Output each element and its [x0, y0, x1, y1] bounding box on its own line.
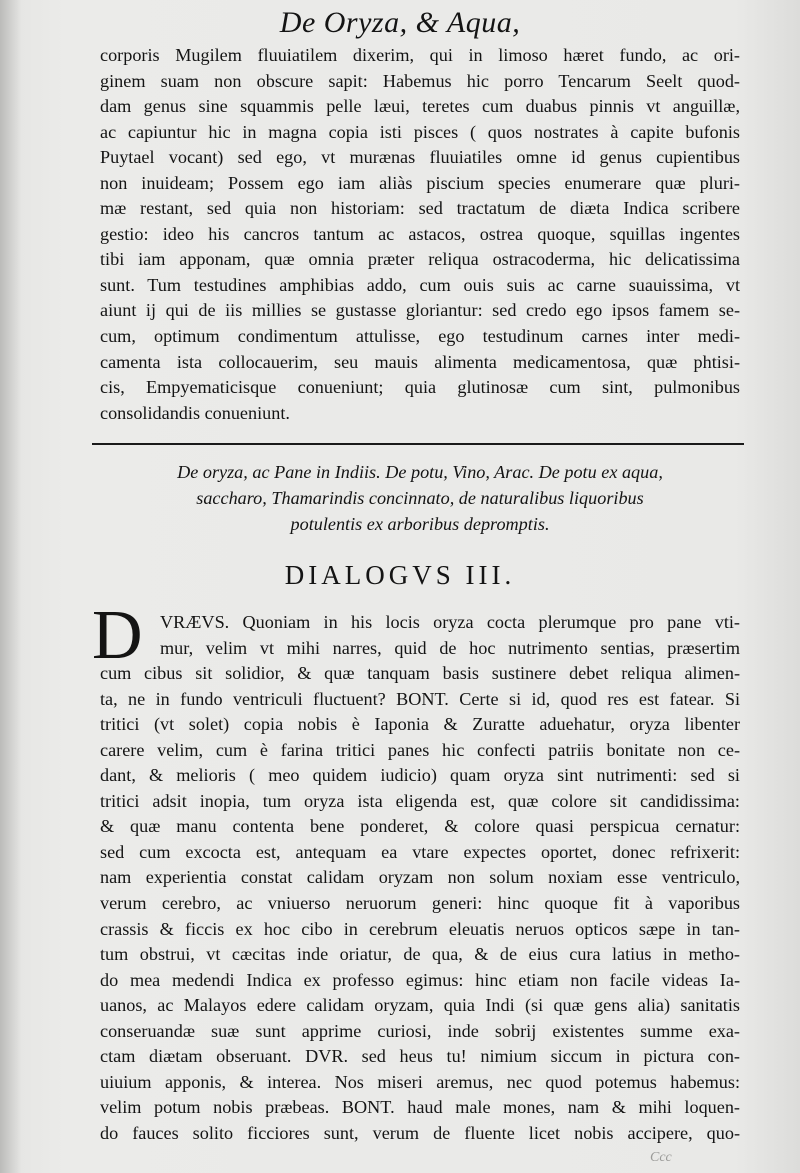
- summary-line: potulentis ex arboribus depromptis.: [290, 514, 550, 534]
- text-line: verum cerebro, ac vniuerso neruorum generi: hinc quoque fit à vaporibus: [100, 893, 740, 914]
- chapter-summary: [100, 459, 740, 537]
- text-line: do fauces solito ficciores sunt, verum de fluente licet nobis accipere, quo-: [100, 1122, 740, 1143]
- text-line: cum cibus sit solidior, & quæ tanquam basis sustinere debet reliqua alimen-: [100, 663, 740, 684]
- running-head: De Oryza, & Aqua,: [279, 6, 521, 39]
- text-line: dant, & melioris ( meo quidem iudicio) quam oryza sint nutrimenti: sed si: [100, 765, 740, 786]
- text-line: & quæ manu contenta bene ponderet, & colore quasi perspicua cernatur:: [100, 816, 740, 837]
- text-line: consolidandis conueniunt.: [100, 402, 290, 423]
- drop-cap: D: [92, 597, 143, 674]
- paragraph-2: [100, 610, 740, 1146]
- text-line: corporis Mugilem fluuiatilem dixerim, qui in limoso hæret fundo, ac ori-: [100, 45, 740, 65]
- text-line: Puytael vocant) sed ego, vt murænas fluuiatiles omne id genus cupientibus: [100, 147, 740, 168]
- text-line: carere velim, cum è farina tritici panes hic confecti patriis bonitate non ce-: [100, 739, 740, 760]
- text-line: tritici (vt solet) copia nobis è Iaponia & Zuratte aduehatur, oryza libenter: [100, 714, 740, 735]
- text-line: velim potum nobis præbeas. BONT. haud male mones, nam & mihi loquen-: [100, 1097, 740, 1118]
- text-line: aiunt ij qui de iis millies se gustasse gloriantur: sed credo ego ipsos famem se-: [100, 300, 740, 321]
- dialog-title: DIALOGVS III.: [284, 560, 516, 590]
- summary-line: saccharo, Thamarindis concinnato, de naturalibus liquoribus: [196, 488, 644, 508]
- text-line: mæ restant, sed quia non historiam: sed tractatum de diæta Indica scribere: [100, 198, 740, 219]
- text-line: cis, Empyematicisque conueniunt; quia glutinosæ cum sint, pulmonibus: [100, 377, 740, 398]
- catchword: Ccc: [650, 1150, 672, 1165]
- text-line: camenta ista collocauerim, seu mauis alimenta medicamentosa, quæ phtisi-: [100, 351, 740, 372]
- text-line: do mea medendi Indica ex professo egimus: hinc etiam non facile videas Ia-: [100, 969, 740, 990]
- text-line: mur, velim vt mihi narres, quid de hoc nutrimento sentias, præsertim: [160, 637, 740, 658]
- section-rule: [92, 443, 744, 445]
- text-line: tritici adsit inopia, tum oryza ista eligenda est, quæ colore sit candidissima:: [100, 790, 740, 811]
- text-line: ta, ne in fundo ventriculi fluctuent? BONT. Certe si id, quod res est fatear. Si: [100, 688, 740, 709]
- text-line: nam experientia constat calidam oryzam non solum noxiam esse ventriculo,: [100, 867, 740, 888]
- text-line: ctam diætam obseruant. DVR. sed heus tu! nimium siccum in pictura con-: [100, 1046, 740, 1067]
- text-line: sunt. Tum testudines amphibias addo, cum ouis suis ac carne suauissima, vt: [100, 274, 740, 295]
- text-line: cum, optimum condimentum attulisse, ego testudinum carnes inter medi-: [100, 326, 740, 347]
- text-line: ac capiuntur hic in magna copia isti pisces ( quos nostrates à capite bufonis: [100, 121, 740, 142]
- text-line: crassis & ficcis ex hoc cibo in cerebrum eleuatis neruos opticos sæpe in tan-: [100, 918, 740, 939]
- text-line: ginem suam non obscure sapit: Habemus hic porro Tencarum Seelt quod-: [100, 70, 740, 91]
- text-line: VRÆVS. Quoniam in his locis oryza cocta plerumque pro pane vti-: [160, 612, 740, 632]
- text-line: tibi iam apponam, quæ omnia præter reliqua ostracoderma, hic delicatissima: [100, 249, 740, 270]
- text-line: gestio: ideo his cancros tantum ac astacos, ostrea quoque, squillas ingentes: [100, 223, 740, 244]
- text-line: tum obstrui, vt cæcitas inde oriatur, de qua, & de eius cura latius in metho-: [100, 944, 740, 965]
- text-line: dam genus sine squammis pelle læui, teretes cum duabus pinnis vt anguillæ,: [100, 96, 740, 117]
- paragraph-1: [100, 43, 740, 426]
- summary-line: De oryza, ac Pane in Indiis. De potu, Vino, Arac. De potu ex aqua,: [177, 462, 663, 482]
- text-line: sed cum excocta est, antequam ea vtare expectes oportet, donec refrixerit:: [100, 841, 740, 862]
- text-line: non inuideam; Possem ego iam aliàs piscium species enumerare quæ pluri-: [100, 172, 740, 193]
- text-line: uiuium apponis, & interea. Nos miseri aremus, nec quod potemus habemus:: [100, 1071, 740, 1092]
- text-line: uanos, ac Malayos edere calidam oryzam, quia Indi (si quæ gens alia) sanitatis: [100, 995, 740, 1016]
- text-line: conseruandæ suæ sunt apprime curiosi, inde sobrij existentes summe exa-: [100, 1020, 740, 1041]
